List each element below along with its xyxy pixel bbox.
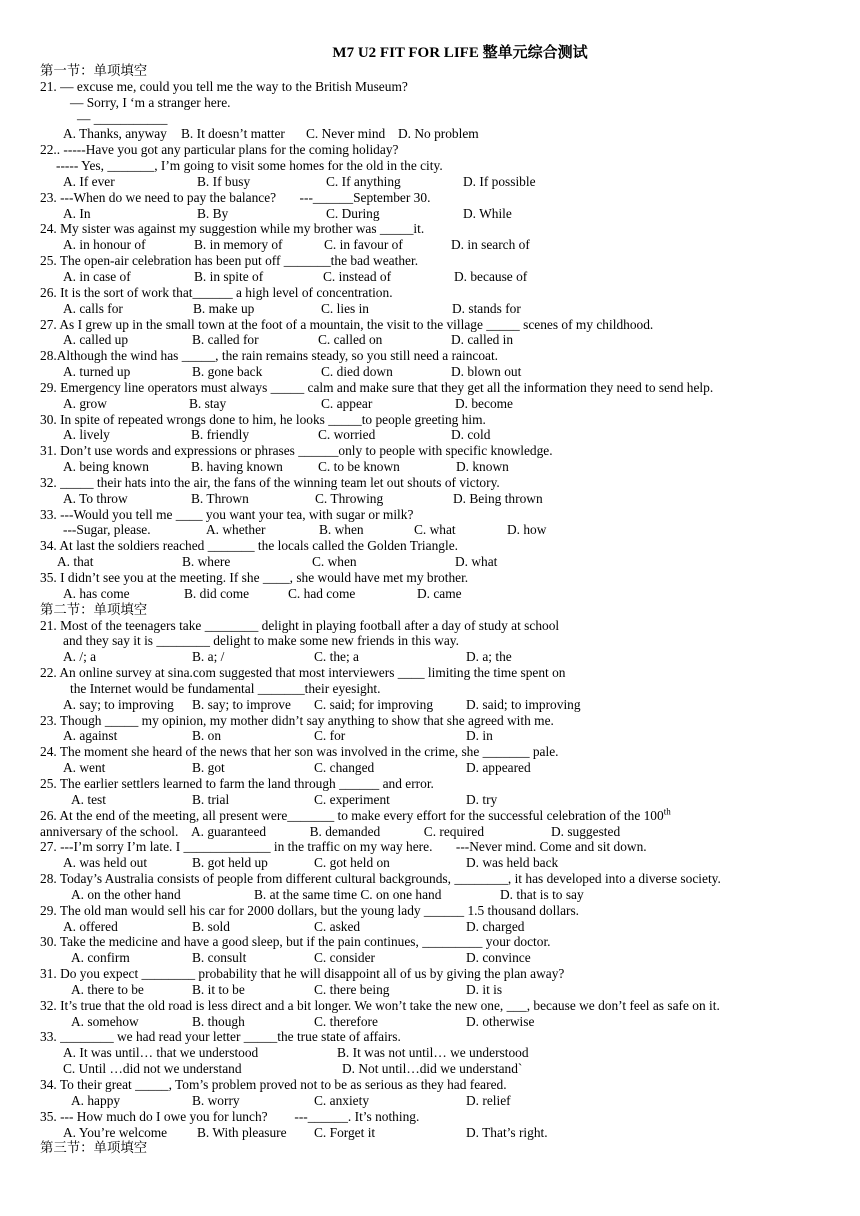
answer-option: A. In xyxy=(63,205,91,221)
answer-options xyxy=(40,950,840,966)
answer-options xyxy=(40,126,840,142)
answer-option: D. No problem xyxy=(398,126,479,142)
question-text: anniversary of the school. A. guaranteed B. demanded C. required D. suggested xyxy=(40,823,621,839)
question-text: 33. ---Would you tell me ____ you want your tea, with sugar or milk? xyxy=(40,506,414,522)
answer-option: D. said; to improving xyxy=(466,696,581,712)
answer-option: A. grow xyxy=(63,395,107,411)
question-text: 32. It’s true that the old road is less direct and a bit longer. We won’t take the new one, ___, because we don’t feel as safe on it. xyxy=(40,997,720,1013)
answer-option: C. anxiety xyxy=(314,1092,370,1108)
answer-option: C. Never mind xyxy=(306,126,386,142)
answer-options xyxy=(40,301,840,317)
answer-option: B. With pleasure xyxy=(197,1124,287,1140)
answer-option: A. happy xyxy=(71,1092,121,1108)
question-list xyxy=(40,63,840,1156)
answer-option: A. being known xyxy=(63,459,149,475)
answer-options xyxy=(40,887,840,903)
answer-option: C. Until …did not we understand xyxy=(63,1061,242,1077)
answer-option: D. appeared xyxy=(466,760,531,776)
answer-options xyxy=(40,855,840,871)
question-text: 23. Though _____ my opinion, my mother didn’t say anything to show that she agreed with me. xyxy=(40,712,554,728)
answer-option: A. whether xyxy=(206,522,266,538)
answer-option: A. there to be xyxy=(71,981,144,997)
answer-option: C. If anything xyxy=(326,173,401,189)
question-text: 30. In spite of repeated wrongs done to him, he looks _____to people greeting him. xyxy=(40,411,486,427)
answer-option: A. offered xyxy=(63,918,118,934)
answer-option: ---Sugar, please. xyxy=(63,522,151,538)
question-text: 25. The earlier settlers learned to farm the land through ______ and error. xyxy=(40,775,434,791)
question-text: 34. To their great _____, Tom’s problem proved not to be as serious as they had feared. xyxy=(40,1077,507,1092)
question-text: 28.Although the wind has _____, the rain remains steady, so you still need a raincoat. xyxy=(40,348,499,364)
question-text: — ___________ xyxy=(77,110,168,126)
answer-options xyxy=(40,364,840,380)
answer-option: D. stands for xyxy=(452,300,521,316)
answer-options xyxy=(40,982,840,998)
answer-options xyxy=(40,459,840,475)
section-heading: 第二节：单项填空 xyxy=(40,601,148,617)
answer-options xyxy=(40,728,840,744)
answer-option: A. went xyxy=(63,760,106,776)
answer-option: C. in favour of xyxy=(324,237,403,253)
question-text: 22.. -----Have you got any particular plans for the coming holiday? xyxy=(40,142,399,158)
question-text: 31. Don’t use words and expressions or phrases ______only to people with specific knowledge. xyxy=(40,443,553,459)
answer-option: A. calls for xyxy=(63,300,123,316)
answer-option: C. changed xyxy=(314,760,375,776)
answer-options xyxy=(40,792,840,808)
answer-option: D. Being thrown xyxy=(453,490,543,506)
answer-option: A. /; a xyxy=(63,649,97,665)
answer-option: D. in xyxy=(466,728,493,744)
question-text: 34. At last the soldiers reached _______ the locals called the Golden Triangle. xyxy=(40,538,458,554)
answer-options xyxy=(40,332,840,348)
question-text: 35. I didn’t see you at the meeting. If she ____, she would have met my brother. xyxy=(40,570,469,585)
answer-option: B. trial xyxy=(192,791,230,807)
answer-option: D. was held back xyxy=(466,855,559,871)
answer-option: D. called in xyxy=(451,332,514,348)
answer-option: D. That’s right. xyxy=(466,1124,548,1140)
answer-option: D. otherwise xyxy=(466,1013,535,1029)
answer-options xyxy=(40,491,840,507)
answer-option: C. the; a xyxy=(314,649,359,665)
answer-option: C. there being xyxy=(314,981,390,997)
section-heading: 第三节：单项填空 xyxy=(40,1140,148,1156)
answer-options xyxy=(40,237,840,253)
answer-option: C. instead of xyxy=(323,268,392,284)
answer-option: A. say; to improving xyxy=(63,696,174,712)
question-text: 24. My sister was against my suggestion while my brother was _____it. xyxy=(40,221,425,237)
answer-option: A. against xyxy=(63,728,118,744)
answer-option: D. a; the xyxy=(466,649,512,665)
answer-options xyxy=(40,1093,840,1109)
answer-option: A. lively xyxy=(63,427,110,443)
answer-option: D. Not until…did we understand` xyxy=(342,1061,523,1077)
answer-option: A. It was until… that we understood xyxy=(63,1045,259,1061)
question-text: 33. ________ we had read your letter _____the true state of affairs. xyxy=(40,1029,401,1045)
answer-option: A. has come xyxy=(63,585,130,601)
answer-option: D. what xyxy=(455,554,498,570)
answer-option: C. had come xyxy=(288,585,356,601)
document-page xyxy=(40,44,840,1156)
answer-options xyxy=(40,760,840,776)
answer-option: B. It doesn’t matter xyxy=(181,126,285,142)
answer-options xyxy=(40,1061,840,1077)
answer-option: A. in honour of xyxy=(63,237,146,253)
answer-option: C. what xyxy=(414,522,456,538)
answer-option: A. To throw xyxy=(63,490,128,506)
answer-options xyxy=(40,697,840,713)
question-text: 23. ---When do we need to pay the balance? ---______September 30. xyxy=(40,189,431,205)
answer-option: A. somehow xyxy=(71,1013,139,1029)
answer-option: B. it to be xyxy=(192,981,245,997)
answer-options xyxy=(40,649,840,665)
answer-option: B. worry xyxy=(192,1092,240,1108)
answer-option: B. at the same time C. on one hand xyxy=(254,886,442,902)
answer-option: C. lies in xyxy=(321,300,369,316)
answer-options xyxy=(40,554,840,570)
answer-option: B. By xyxy=(197,205,229,221)
question-text: ----- Yes, _______, I’m going to visit some homes for the old in the city. xyxy=(56,158,443,174)
answer-option: C. appear xyxy=(321,395,373,411)
answer-option: C. called on xyxy=(318,332,383,348)
answer-options xyxy=(40,919,840,935)
answer-option: A. turned up xyxy=(63,364,131,380)
question-text: the Internet would be fundamental _______their eyesight. xyxy=(70,680,381,696)
answer-option: B. where xyxy=(182,554,231,570)
answer-option: D. convince xyxy=(466,950,531,966)
answer-option: B. though xyxy=(192,1013,245,1029)
answer-option: C. to be known xyxy=(318,459,400,475)
superscript: th xyxy=(663,806,671,817)
answer-options xyxy=(40,522,840,538)
answer-option: A. in case of xyxy=(63,268,131,284)
answer-options xyxy=(40,427,840,443)
answer-option: D. that is to say xyxy=(500,886,584,902)
section-heading: 第一节：单项填空 xyxy=(40,63,148,78)
answer-option: B. Thrown xyxy=(191,490,249,506)
question-text: 29. The old man would sell his car for 2000 dollars, but the young lady ______ 1.5 thousand dollars. xyxy=(40,902,580,918)
answer-option: C. when xyxy=(312,554,357,570)
answer-options xyxy=(40,206,840,222)
question-text: 26. At the end of the meeting, all present were_______ to make every effort for the successful celebration of the 100th xyxy=(40,806,671,823)
answer-option: A. confirm xyxy=(71,950,130,966)
answer-option: A. on the other hand xyxy=(71,886,181,902)
answer-option: A. that xyxy=(57,554,94,570)
answer-option: A. was held out xyxy=(63,855,148,871)
answer-option: C. During xyxy=(326,205,380,221)
answer-option: C. for xyxy=(314,728,346,744)
question-text: — Sorry, I ‘m a stranger here. xyxy=(70,94,231,110)
answer-option: C. worried xyxy=(318,427,376,443)
answer-option: A. called up xyxy=(63,332,129,348)
answer-option: D. it is xyxy=(466,981,503,997)
question-text: and they say it is ________ delight to make some new friends in this way. xyxy=(63,633,459,649)
answer-options xyxy=(40,1014,840,1030)
question-text: 24. The moment she heard of the news that her son was involved in the crime, she _______ pale. xyxy=(40,744,559,760)
answer-option: B. on xyxy=(192,728,222,744)
answer-option: D. charged xyxy=(466,918,525,934)
answer-option: D. While xyxy=(463,205,512,221)
answer-option: D. become xyxy=(455,395,514,411)
answer-options xyxy=(40,269,840,285)
answer-option: B. got xyxy=(192,760,225,776)
question-text: 31. Do you expect ________ probability that he will disappoint all of us by giving the plan away? xyxy=(40,966,565,982)
answer-option: D. how xyxy=(507,522,547,538)
answer-option: D. in search of xyxy=(451,237,530,253)
answer-option: B. sold xyxy=(192,918,230,934)
answer-option: B. stay xyxy=(189,395,227,411)
answer-option: D. cold xyxy=(451,427,491,443)
question-text: 25. The open-air celebration has been put off _______the bad weather. xyxy=(40,253,419,269)
answer-options xyxy=(40,1125,840,1141)
answer-option: D. because of xyxy=(454,268,528,284)
question-text: 29. Emergency line operators must always _____ calm and make sure that they get all the information they need to send help. xyxy=(40,379,714,395)
answer-option: B. gone back xyxy=(192,364,263,380)
question-text: 35. --- How much do I owe you for lunch? ---______. It’s nothing. xyxy=(40,1108,420,1124)
answer-option: B. got held up xyxy=(192,855,268,871)
answer-option: C. said; for improving xyxy=(314,696,434,712)
answer-option: B. called for xyxy=(192,332,259,348)
answer-option: C. asked xyxy=(314,918,361,934)
answer-option: C. got held on xyxy=(314,855,390,871)
answer-options xyxy=(40,174,840,190)
answer-option: C. Forget it xyxy=(314,1124,376,1140)
answer-option: D. try xyxy=(466,791,498,807)
answer-option: C. consider xyxy=(314,950,375,966)
page-title: M7 U2 FIT FOR LIFE 整单元综合测试 xyxy=(332,45,588,61)
question-text: 27. ---I’m sorry I’m late. I _____________ in the traffic on my way here. ---Never mind. Come and sit down. xyxy=(40,839,647,855)
answer-option: A. You’re welcome xyxy=(63,1124,168,1140)
question-text: 21. — excuse me, could you tell me the way to the British Museum? xyxy=(40,78,408,94)
answer-option: B. consult xyxy=(192,950,247,966)
answer-option: B. a; / xyxy=(192,649,225,665)
answer-option: C. therefore xyxy=(314,1013,378,1029)
answer-option: B. when xyxy=(319,522,364,538)
answer-option: B. make up xyxy=(193,300,255,316)
answer-options xyxy=(40,396,840,412)
answer-option: B. did come xyxy=(184,585,250,601)
answer-option: B. friendly xyxy=(191,427,250,443)
question-text: 21. Most of the teenagers take ________ delight in playing football after a day of study at school xyxy=(40,617,560,633)
answer-option: A. If ever xyxy=(63,173,115,189)
answer-option: D. came xyxy=(417,585,462,601)
answer-option: C. experiment xyxy=(314,791,390,807)
answer-options xyxy=(40,1045,840,1061)
question-text: 28. Today’s Australia consists of people from different cultural backgrounds, ________, it has developed into a diverse society. xyxy=(40,871,721,887)
question-text: 22. An online survey at sina.com suggested that most interviewers ____ limiting the time spent on xyxy=(40,665,566,681)
answer-option: B. in memory of xyxy=(194,237,283,253)
question-text: 27. As I grew up in the small town at the foot of a mountain, the visit to the village _____ scenes of my childhood. xyxy=(40,316,654,332)
answer-option: B. It was not until… we understood xyxy=(337,1045,529,1061)
answer-option: D. relief xyxy=(466,1092,511,1108)
answer-option: B. If busy xyxy=(197,173,251,189)
question-text: 26. It is the sort of work that______ a high level of concentration. xyxy=(40,284,393,300)
answer-option: A. Thanks, anyway xyxy=(63,126,167,142)
question-text: 32. _____ their hats into the air, the fans of the winning team let out shouts of victory. xyxy=(40,474,500,490)
answer-option: C. died down xyxy=(321,364,393,380)
question-text: 30. Take the medicine and have a good sleep, but if the pain continues, _________ your doctor. xyxy=(40,934,551,950)
answer-option: D. If possible xyxy=(463,173,536,189)
answer-option: C. Throwing xyxy=(315,490,384,506)
answer-option: A. test xyxy=(71,791,106,807)
answer-option: B. having known xyxy=(191,459,283,475)
answer-option: D. blown out xyxy=(451,364,522,380)
answer-option: B. say; to improve xyxy=(192,696,291,712)
answer-options xyxy=(40,586,840,602)
answer-option: D. known xyxy=(456,459,509,475)
answer-option: B. in spite of xyxy=(194,268,264,284)
